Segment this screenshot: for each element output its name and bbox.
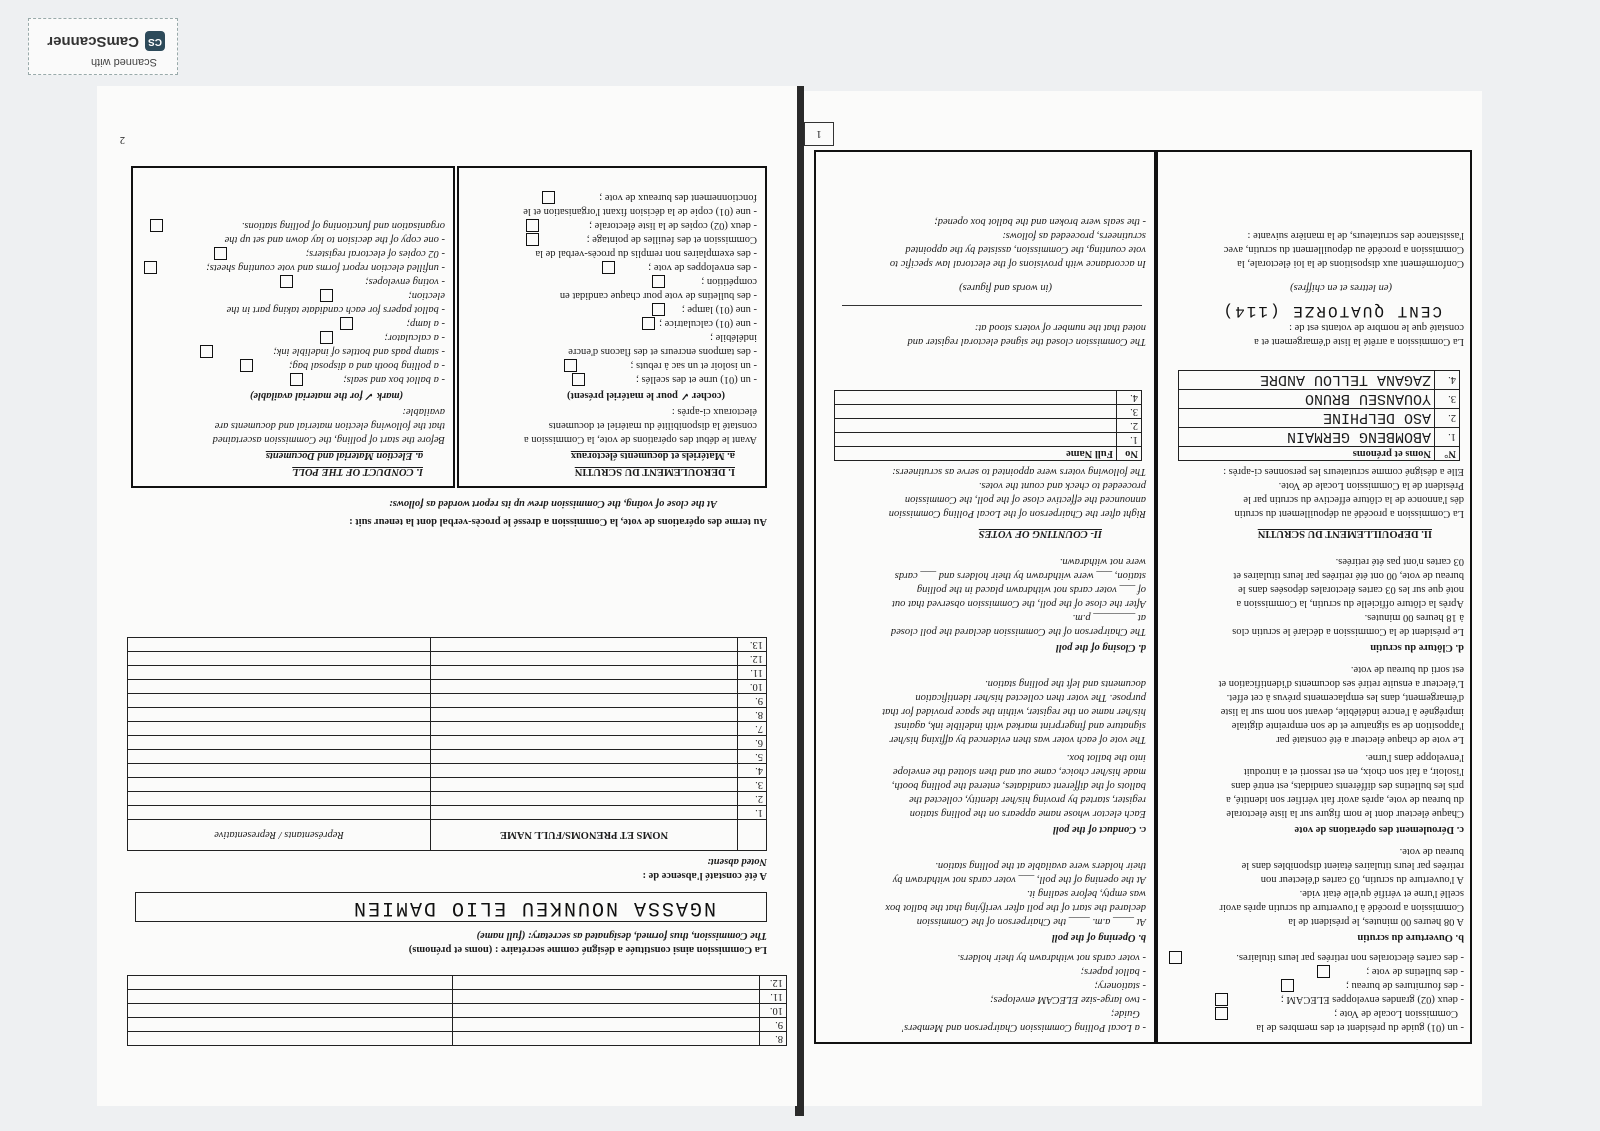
table-header: Représentants / Representative bbox=[128, 820, 431, 851]
table-cell: 8. bbox=[738, 708, 767, 722]
fr-final-3: l'assistance des scrutateurs, de la manière suivante : bbox=[1247, 230, 1464, 241]
en-conduct-1: Each elector whose name appears on the polling station bbox=[909, 808, 1146, 819]
en-final-4: - the seals were broken and the ballot box opened; bbox=[934, 216, 1146, 227]
fr-conduct-6: Le vote de chaque électeur a été constaté par bbox=[1276, 734, 1464, 745]
badge-brand: CamScanner bbox=[47, 33, 139, 50]
handwritten-name[interactable]: ABOMBENG GERMAIN bbox=[1179, 428, 1435, 447]
table-row bbox=[128, 1004, 787, 1018]
en-final-1: In accordance with provisions of the electoral law specific to bbox=[889, 258, 1146, 269]
en-conduct-4: made his/her choice, came out and then slotted the envelope bbox=[892, 766, 1146, 777]
handwritten-name[interactable]: YOUANSEU BRUNO bbox=[1179, 390, 1435, 409]
table-row bbox=[128, 778, 767, 792]
en-box-line: - stamp pads and bottles of indelible ink; bbox=[273, 346, 445, 357]
table-cell: 5. bbox=[738, 750, 767, 764]
en-voters-2: noted that the number of voters stood at: bbox=[974, 322, 1146, 333]
table-cell: 11. bbox=[760, 990, 787, 1004]
fr-counting-3: Président de la Commission Locale de Vote. bbox=[1278, 480, 1464, 491]
page-1 bbox=[802, 91, 1482, 1106]
table-row bbox=[128, 1018, 787, 1032]
fr-conduct-10: L'électeur a ensuite retiré ses documents d'identification et bbox=[1218, 678, 1464, 689]
en-scrutineers-table bbox=[834, 390, 1142, 461]
table-row bbox=[128, 694, 767, 708]
absence-label-en: Noted absent: bbox=[707, 856, 767, 867]
en-conduct-6: The vote of each voter was then evidenced by affixing his/her bbox=[889, 734, 1146, 745]
table-cell: 1. bbox=[1117, 433, 1142, 447]
fr-intro-1: - un (01) guide du président et des membres de la bbox=[1256, 1022, 1464, 1033]
table-cell[interactable] bbox=[431, 806, 738, 820]
table-cell bbox=[453, 976, 760, 990]
fr-opening-title: b. Ouverture du scrutin bbox=[1357, 932, 1464, 943]
table-row bbox=[128, 638, 767, 652]
table-header bbox=[738, 820, 767, 851]
en-conduct-8: his/her name on the register, within the space provided for that bbox=[882, 706, 1146, 717]
table-row bbox=[128, 806, 767, 820]
fr-box-line: fonctionnement des bureaux de vote ; bbox=[599, 192, 757, 203]
checkbox-fr-isoloir[interactable] bbox=[564, 359, 577, 372]
table-cell: 9. bbox=[738, 694, 767, 708]
fr-intro-3: - deux (02) grandes enveloppes ELECAM ; bbox=[1280, 994, 1464, 1005]
en-box-title: I. CONDUCT OF THE POLL bbox=[292, 466, 423, 477]
fr-final-2: Commission a procédé au dépouillement du scrutin, avec bbox=[1223, 244, 1464, 255]
table-cell[interactable] bbox=[431, 778, 738, 792]
fr-conduct-8: imprégnée à l'encre indélébile, devant son nom sur la liste bbox=[1220, 706, 1464, 717]
fr-conduct-11: est sorti du bureau de vote. bbox=[1350, 664, 1464, 675]
en-closing-5: station, ___ were withdrawn by their holders and ___ cards bbox=[894, 570, 1146, 581]
table-cell[interactable] bbox=[431, 792, 738, 806]
fr-counting-1: La Commission a procédé au dépouillement du scrutin bbox=[1234, 508, 1464, 519]
en-intro-2: Guide; bbox=[1110, 1008, 1140, 1019]
fr-box-subtitle: a. Matériels et documents électoraux bbox=[570, 450, 735, 461]
en-opening-4: At the opening of the poll, ___ voter cards not withdrawn by bbox=[892, 874, 1146, 885]
secretary-name-handwritten: NGASSA NOUNKEU ELIO DAMIEN bbox=[351, 896, 716, 919]
table-row bbox=[128, 666, 767, 680]
table-cell[interactable] bbox=[431, 708, 738, 722]
fr-counting-4: Elle a désigné comme scrutateurs les personnes ci-après : bbox=[1223, 466, 1464, 477]
checkbox-en-ballots[interactable] bbox=[320, 289, 333, 302]
table-cell: 10. bbox=[738, 680, 767, 694]
en-voters-1: The Commission closed the signed electoral register and bbox=[907, 336, 1146, 347]
en-box-line: - a ballot box and seals; bbox=[343, 374, 445, 385]
en-box-line: - a calculator; bbox=[384, 332, 445, 343]
table-cell bbox=[128, 1032, 453, 1046]
fr-box-line: (cocher ✓ pour le matériel présent) bbox=[567, 390, 725, 401]
fr-box-line: Commission et des feuilles de pointage ; bbox=[586, 234, 757, 245]
table-row bbox=[128, 792, 767, 806]
table-row bbox=[835, 391, 1142, 405]
en-box-line: - 02 copies of electoral registers; bbox=[305, 248, 445, 259]
table-row bbox=[128, 652, 767, 666]
checkbox-en-registers[interactable] bbox=[214, 247, 227, 260]
checkbox-fr-liste[interactable] bbox=[526, 219, 539, 232]
fr-box-line: indélébile ; bbox=[710, 332, 757, 343]
handwritten-name[interactable]: ZAGANA TELLOU ANDRE bbox=[1179, 371, 1435, 390]
en-closing-title: d. Closing of the poll bbox=[1055, 642, 1146, 653]
table-cell[interactable] bbox=[835, 405, 1117, 419]
table-header: No bbox=[1117, 447, 1142, 461]
en-closing-2: at ________ p.m. bbox=[1072, 612, 1146, 623]
fr-opening-3: scellé l'urne et vérifié qu'elle était vide. bbox=[1299, 888, 1464, 899]
en-intro-4: - stationery; bbox=[1094, 980, 1146, 991]
fr-box-line: - une (01) lampe ; bbox=[681, 304, 757, 315]
fr-closing-title: d. Clôture du scrutin bbox=[1370, 642, 1464, 653]
fr-box-line: constaté la disponibilité du matériel et documents bbox=[548, 420, 757, 431]
checkbox-en-decision[interactable] bbox=[150, 219, 163, 232]
table-row bbox=[128, 976, 787, 990]
fr-box-line: - des tampons encreurs et des flacons d'encre bbox=[568, 346, 757, 357]
en-conduct-box bbox=[131, 166, 455, 488]
table-cell[interactable] bbox=[128, 694, 431, 708]
en-closing-3: After the close of the poll, the Commission observed that out bbox=[891, 598, 1146, 609]
en-intro-6: - voter cards not withdrawn by their holders. bbox=[957, 952, 1146, 963]
fr-closing-3: Après la clôture officielle du scrutin, la Commission a bbox=[1236, 598, 1464, 609]
table-row bbox=[128, 820, 767, 851]
checkbox-fr-enveloppes[interactable] bbox=[602, 261, 615, 274]
secretary-name-box[interactable] bbox=[135, 892, 767, 922]
en-box-line: - unfilled election report forms and vote counting sheets; bbox=[206, 262, 445, 273]
table-row bbox=[128, 736, 767, 750]
summary-fr: Au terme des opérations de vote, la Commission a dressé le procès-verbal dont la teneur suit : bbox=[349, 516, 767, 527]
checkbox-ballots[interactable] bbox=[1317, 965, 1330, 978]
table-cell[interactable] bbox=[431, 680, 738, 694]
fr-conduct-5: l'enveloppe dans l'urne. bbox=[1365, 752, 1464, 763]
page-number: 1 bbox=[804, 122, 834, 146]
checkbox-en-lamp[interactable] bbox=[340, 317, 353, 330]
table-row bbox=[835, 419, 1142, 433]
secretary-label-en: The Commission, thus formed, designated as secretary: (full name) bbox=[476, 930, 767, 941]
en-box-line: - one copy of the decision to lay down and set up the bbox=[224, 234, 445, 245]
table-cell: 7. bbox=[738, 722, 767, 736]
en-counting-4: The following voters were appointed to serve as scrutineers: bbox=[892, 466, 1146, 477]
fr-intro-4: - des fournitures de bureau ; bbox=[1345, 980, 1464, 991]
fr-box-title: I. DEROULEMENT DU SCRUTIN bbox=[574, 466, 735, 477]
table-cell: 11. bbox=[738, 666, 767, 680]
en-conduct-9: purpose. The voter then collected his/her identification bbox=[915, 692, 1146, 703]
en-intro-3: - two large-size ELECAM envelopes; bbox=[990, 994, 1146, 1005]
checkbox-en-forms[interactable] bbox=[144, 261, 157, 274]
table-cell[interactable] bbox=[835, 433, 1117, 447]
table-cell: 2. bbox=[738, 792, 767, 806]
members-table-continued bbox=[127, 975, 787, 1046]
table-cell[interactable] bbox=[835, 391, 1117, 405]
table-cell: 1. bbox=[1435, 428, 1460, 447]
en-conduct-title: c. Conduct of the poll bbox=[1052, 824, 1146, 835]
table-cell bbox=[128, 1018, 453, 1032]
table-row bbox=[835, 433, 1142, 447]
en-box-line: that the following election material and documents are bbox=[214, 420, 445, 431]
en-final-2: vote counting, the Commission, assisted by the appointed bbox=[905, 244, 1146, 255]
table-cell[interactable] bbox=[128, 722, 431, 736]
fr-closing-6: 03 cartes n'ont pas été retirées. bbox=[1335, 556, 1464, 567]
fr-counting-title: II. DEPOUILLEMENT DU SCRUTIN bbox=[1257, 528, 1432, 539]
en-final-3: scrutineers, proceeded as follows: bbox=[1002, 230, 1146, 241]
fr-conduct-2: du bureau de vote, après avoir fait vérifier son identité, a bbox=[1226, 794, 1464, 805]
fr-conduct-3: pris les bulletins des différents candidats, est entré dans bbox=[1231, 780, 1464, 791]
table-cell bbox=[453, 990, 760, 1004]
fr-intro-6: - des cartes électorales non retirées par leurs titulaires. bbox=[1236, 952, 1464, 963]
fr-closing-2: à 18 heures 00 minutes. bbox=[1364, 612, 1464, 623]
fr-scrutineers-table bbox=[1178, 370, 1460, 461]
fr-box-line: Avant le début des opérations de vote, la Commission a bbox=[523, 434, 757, 445]
table-cell[interactable] bbox=[431, 736, 738, 750]
table-row bbox=[128, 1032, 787, 1046]
en-conduct-3: ballots of the different candidates, entered the polling booth, bbox=[891, 780, 1146, 791]
checkbox-fr-urne[interactable] bbox=[572, 373, 585, 386]
en-box-line: election; bbox=[408, 290, 445, 301]
absence-table bbox=[127, 637, 767, 851]
checkbox-en-calculator[interactable] bbox=[320, 331, 333, 344]
table-cell[interactable] bbox=[431, 652, 738, 666]
table-cell[interactable] bbox=[128, 792, 431, 806]
fr-box-line: - des bulletins de vote pour chaque candidat en bbox=[559, 290, 757, 301]
table-cell: 3. bbox=[1117, 405, 1142, 419]
fr-opening-2: Commission a procédé à l'ouverture du scrutin après avoir bbox=[1219, 902, 1464, 913]
en-opening-title: b. Opening of the poll bbox=[1051, 932, 1146, 943]
table-cell[interactable] bbox=[128, 708, 431, 722]
table-cell: 10. bbox=[760, 1004, 787, 1018]
fr-voters-2: constaté que le nombre de votants est de : bbox=[1289, 322, 1464, 333]
en-box-line: - a polling booth and a disposal bag; bbox=[288, 360, 445, 371]
en-box-line: Before the start of polling, the Commission ascertained bbox=[212, 434, 445, 445]
fr-box-line: - un (01) urne et des scellés ; bbox=[635, 374, 757, 385]
en-voters-caption: (in words and figures) bbox=[959, 282, 1052, 293]
en-closing-1: The Chairperson of the Commission declared the poll closed bbox=[890, 626, 1146, 637]
checkbox-guide[interactable] bbox=[1215, 1007, 1228, 1020]
fr-conduct-9: d'émargement, dans les emplacements prévus à cet effet. bbox=[1226, 692, 1464, 703]
table-cell[interactable] bbox=[128, 666, 431, 680]
en-intro-5: - ballot papers; bbox=[1080, 966, 1146, 977]
checkbox-fr-calculatrice[interactable] bbox=[642, 317, 655, 330]
en-counting-2: announced the effective close of the poll, the Commission bbox=[904, 494, 1146, 505]
table-cell: 2. bbox=[1117, 419, 1142, 433]
en-opening-3: was empty, before sealing it. bbox=[1026, 888, 1146, 899]
table-cell bbox=[453, 1004, 760, 1018]
checkbox-envelopes[interactable] bbox=[1215, 993, 1228, 1006]
fr-box-line: électoraux ci-après : bbox=[671, 406, 757, 417]
table-row bbox=[835, 447, 1142, 461]
fr-box-line: compétition ; bbox=[701, 276, 757, 287]
table-row bbox=[128, 764, 767, 778]
table-cell[interactable] bbox=[128, 750, 431, 764]
summary-en: At the close of voting, the Commission drew up its report worded as follows: bbox=[389, 498, 717, 509]
fr-closing-1: Le président de la Commission a déclaré le scrutin clos bbox=[1232, 626, 1464, 637]
fr-voters-caption: (en lettres et en chiffres) bbox=[1290, 282, 1392, 293]
table-header: N° bbox=[1435, 447, 1460, 461]
table-cell[interactable] bbox=[128, 736, 431, 750]
table-cell[interactable] bbox=[431, 666, 738, 680]
en-conduct-10: documents and left the polling station. bbox=[985, 678, 1146, 689]
page-2 bbox=[97, 86, 797, 1106]
table-cell[interactable] bbox=[128, 652, 431, 666]
fr-opening-4: A l'ouverture du scrutin, 03 cartes d'électeur non bbox=[1260, 874, 1464, 885]
checkbox-en-envelopes[interactable] bbox=[280, 275, 293, 288]
camscanner-badge bbox=[28, 18, 178, 75]
en-counting-3: proceeded to check and count the votes. bbox=[978, 480, 1146, 491]
fr-box-line: - un isoloir et un sac à rebuts ; bbox=[630, 360, 757, 371]
checkbox-fr-decision[interactable] bbox=[542, 191, 555, 204]
table-cell bbox=[128, 1004, 453, 1018]
checkbox-fr-feuilles[interactable] bbox=[526, 233, 539, 246]
table-row bbox=[835, 405, 1142, 419]
en-box-line: organisation and functioning of polling stations. bbox=[241, 220, 445, 231]
table-row bbox=[128, 708, 767, 722]
fr-closing-5: bureau de vote, 00 ont été retirées par leurs titulaires et bbox=[1233, 570, 1464, 581]
table-row bbox=[1179, 390, 1460, 409]
en-box-line: available: bbox=[402, 406, 445, 417]
en-box-line: - ballot papers for each candidate taking part in the bbox=[226, 304, 445, 315]
table-cell bbox=[453, 1018, 760, 1032]
table-header: NOMS ET PRENOMS/FULL NAME bbox=[431, 820, 738, 851]
en-conduct-7: signature and fingerprint marked with indelible ink, against bbox=[894, 720, 1146, 731]
fr-conduct-title: c. Déroulement des opérations de vote bbox=[1294, 824, 1464, 835]
table-cell bbox=[128, 976, 453, 990]
table-cell[interactable] bbox=[128, 778, 431, 792]
fr-final-1: Conformément aux dispositions de la loi électorale, la bbox=[1237, 258, 1464, 269]
table-header: Full Name bbox=[835, 447, 1117, 461]
table-cell: 12. bbox=[760, 976, 787, 990]
table-cell[interactable] bbox=[431, 750, 738, 764]
voters-blank-line bbox=[842, 305, 1142, 306]
fr-conduct-box bbox=[457, 166, 767, 488]
fr-box-line: - des enveloppes de vote ; bbox=[648, 262, 757, 273]
table-cell: 1. bbox=[738, 806, 767, 820]
table-cell[interactable] bbox=[835, 419, 1117, 433]
table-cell: 4. bbox=[738, 764, 767, 778]
secretary-label-fr: La Commission ainsi constituée a désigné comme secrétaire : (noms et prénoms) bbox=[408, 944, 767, 955]
en-conduct-5: into the ballot box. bbox=[1066, 752, 1146, 763]
fr-conduct-7: l'apposition de sa signature et de son empreinte digitale bbox=[1231, 720, 1464, 731]
table-cell: 3. bbox=[738, 778, 767, 792]
table-cell: 4. bbox=[1435, 371, 1460, 390]
table-header: Noms et prénoms bbox=[1179, 447, 1435, 461]
table-cell: 3. bbox=[1435, 390, 1460, 409]
en-conduct-2: register, started by proving his/her identity, collected the bbox=[909, 794, 1146, 805]
table-row bbox=[128, 750, 767, 764]
en-counting-1: Right after the Chairperson of the Local Polling Commission bbox=[888, 508, 1146, 519]
handwritten-name[interactable]: ASO DELPHINE bbox=[1179, 409, 1435, 428]
table-cell: 4. bbox=[1117, 391, 1142, 405]
table-cell: 12. bbox=[738, 652, 767, 666]
table-row bbox=[128, 722, 767, 736]
en-closing-4: of ___ voter cards not withdrawn placed in the polling bbox=[916, 584, 1146, 595]
table-cell[interactable] bbox=[128, 806, 431, 820]
fr-intro-2: Commission Locale de Vote ; bbox=[1334, 1008, 1458, 1019]
en-closing-6: were not withdrawn. bbox=[1059, 556, 1146, 567]
table-cell[interactable] bbox=[431, 638, 738, 652]
page-number: 2 bbox=[119, 134, 125, 145]
table-cell: 13. bbox=[738, 638, 767, 652]
fr-opening-6: bureau de vote. bbox=[1399, 846, 1464, 857]
checkbox-fr-lampe[interactable] bbox=[652, 303, 665, 316]
fr-conduct-4: l'isoloir, a fait son choix, en est ressorti et a introduit bbox=[1243, 766, 1464, 777]
en-box-line: - a lamp; bbox=[406, 318, 445, 329]
table-cell: 9. bbox=[760, 1018, 787, 1032]
checkbox-stationery[interactable] bbox=[1281, 979, 1294, 992]
table-cell[interactable] bbox=[128, 764, 431, 778]
absence-label-fr: A été constaté l'absence de : bbox=[642, 870, 767, 881]
table-cell[interactable] bbox=[431, 764, 738, 778]
voters-count-handwritten[interactable]: CENT QUATORZE (114) bbox=[1221, 302, 1442, 320]
table-cell[interactable] bbox=[128, 680, 431, 694]
checkbox-en-booth[interactable] bbox=[240, 359, 253, 372]
fr-box-line: - des exemplaires non remplis du procès-verbal de la bbox=[535, 248, 757, 259]
en-opening-5: their holders were available at the polling station. bbox=[935, 860, 1146, 871]
table-cell[interactable] bbox=[431, 694, 738, 708]
checkbox-cards[interactable] bbox=[1169, 951, 1182, 964]
table-row bbox=[1179, 409, 1460, 428]
badge-caption: Scanned with bbox=[90, 56, 157, 68]
fr-closing-4: noté que sur les 03 cartes électorales déposées dans le bbox=[1238, 584, 1464, 595]
table-cell bbox=[128, 990, 453, 1004]
table-row bbox=[1179, 428, 1460, 447]
en-counting-title: II- COUNTING OF VOTES bbox=[978, 528, 1102, 539]
table-cell bbox=[453, 1032, 760, 1046]
fr-intro-5: - des bulletins de vote ; bbox=[1366, 966, 1464, 977]
en-box-line: (mark ✓ for the material available) bbox=[249, 390, 403, 401]
fr-box-line: - deux (02) copies de la liste électorale ; bbox=[589, 220, 757, 231]
table-cell: 6. bbox=[738, 736, 767, 750]
table-row bbox=[1179, 447, 1460, 461]
fr-voters-1: La Commission a arrêté la liste d'émargement et a bbox=[1254, 336, 1464, 347]
en-opening-2: declared the start of the poll after verifying that the ballot box bbox=[885, 902, 1146, 913]
fr-box-line: - une (01) calculatrice ; bbox=[659, 318, 757, 329]
fr-opening-1: A 08 heures 00 minutes, le président de la bbox=[1288, 916, 1464, 927]
fr-conduct-1: Chaque électeur dont le nom figure sur la liste électorale bbox=[1226, 808, 1464, 819]
table-row bbox=[128, 680, 767, 694]
table-cell[interactable] bbox=[431, 722, 738, 736]
en-intro-1: - a Local Polling Commission Chairperson and Members' bbox=[901, 1022, 1146, 1033]
checkbox-en-ballot-box[interactable] bbox=[290, 373, 303, 386]
en-box-line: - voting envelopes; bbox=[365, 276, 445, 287]
checkbox-fr-bulletins[interactable] bbox=[652, 275, 665, 288]
checkbox-en-ink[interactable] bbox=[200, 345, 213, 358]
table-cell: 2. bbox=[1435, 409, 1460, 428]
table-cell: 8. bbox=[760, 1032, 787, 1046]
en-box-subtitle: a. Election Material and Documents bbox=[265, 450, 423, 461]
fr-opening-5: retirées par leurs titulaires étaient disponibles dans le bbox=[1241, 860, 1464, 871]
table-row bbox=[1179, 371, 1460, 390]
table-cell[interactable] bbox=[128, 638, 431, 652]
fr-box-line: - une (01) copie de la décision fixant l'organisation et le bbox=[523, 206, 757, 217]
table-row bbox=[128, 990, 787, 1004]
camscanner-logo-icon: CS bbox=[145, 31, 165, 51]
en-opening-1: At ____ a.m. ____ the Chairperson of the Commission bbox=[916, 916, 1146, 927]
fr-counting-2: dès l'annonce de la clôture effective du scrutin par le bbox=[1243, 494, 1464, 505]
